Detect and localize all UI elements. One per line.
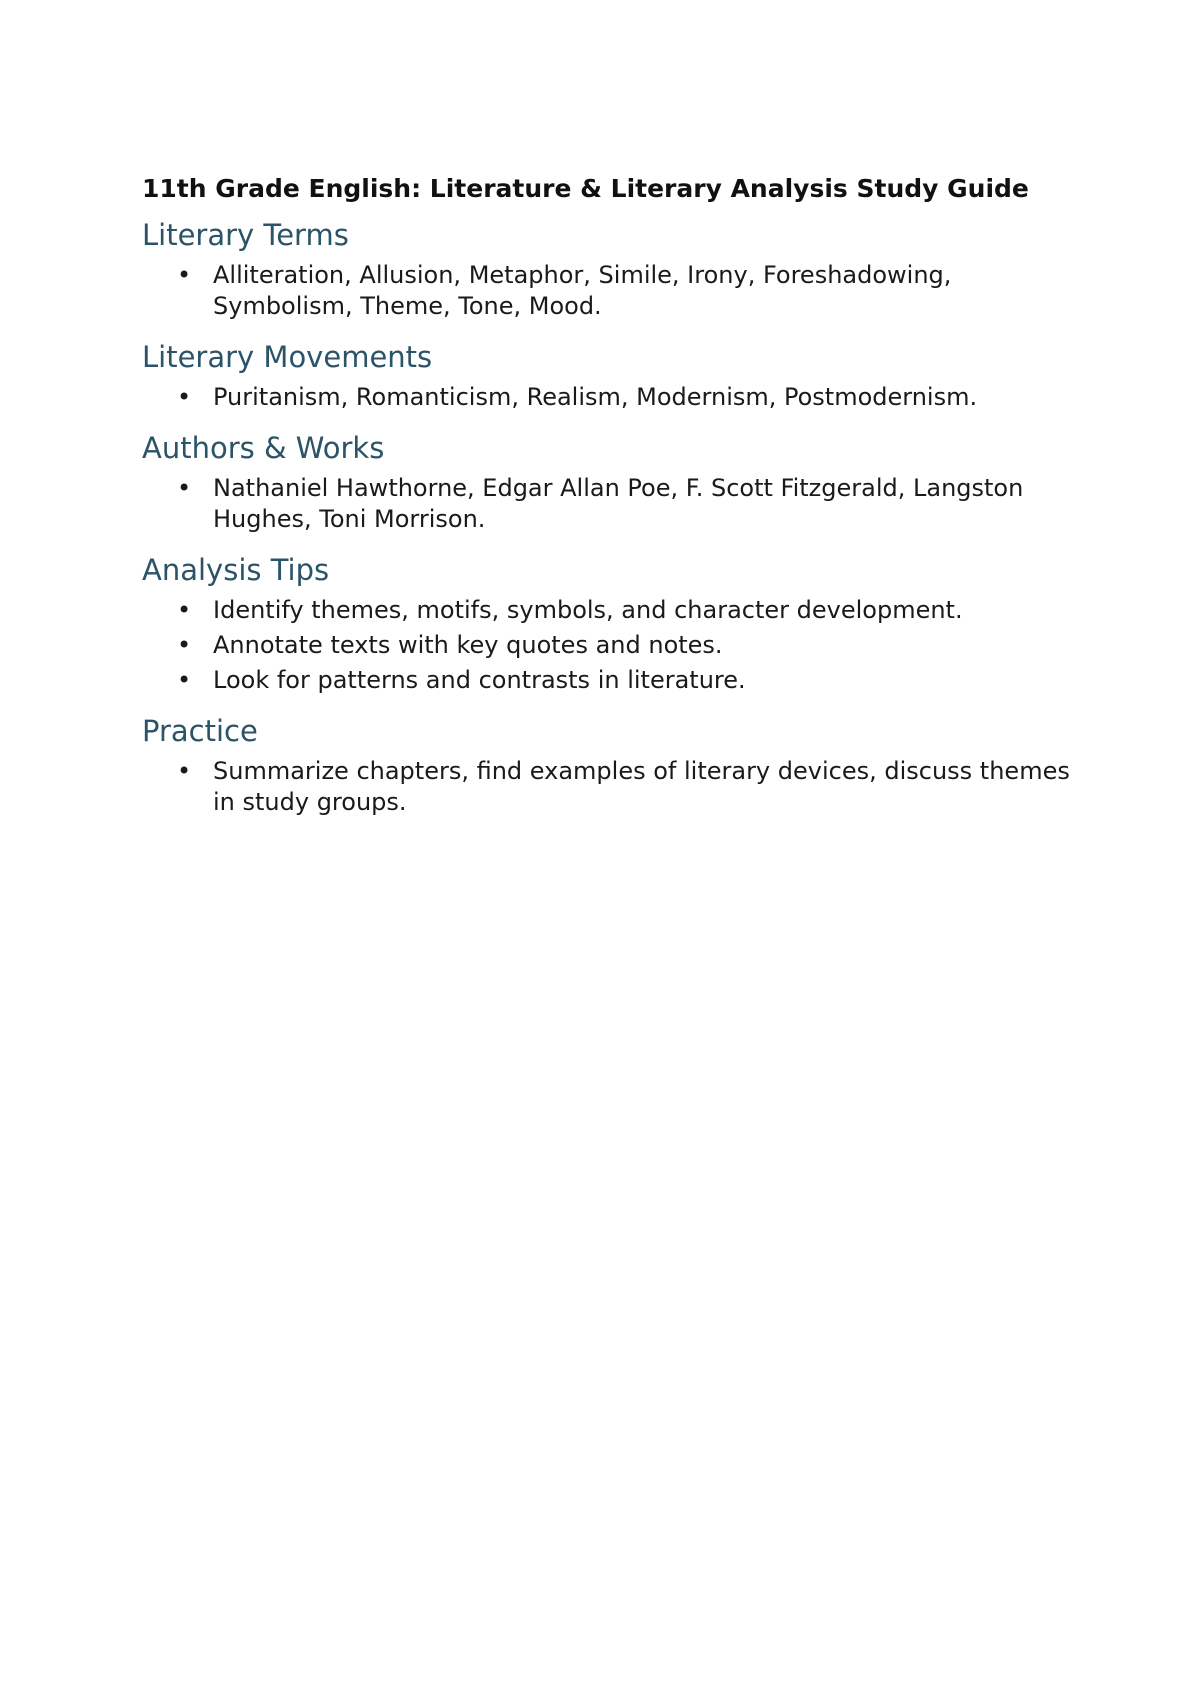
bullet-list [142, 595, 1072, 696]
list-item [142, 665, 1072, 696]
bullet-list [142, 756, 1072, 818]
list-item-text: Identify themes, motifs, symbols, and character development. [213, 596, 963, 624]
bullet-list [142, 473, 1072, 535]
list-item-text: Nathaniel Hawthorne, Edgar Allan Poe, F. Scott Fitzgerald, Langston Hughes, Toni Morrison. [213, 474, 1024, 533]
section-heading: Analysis Tips [142, 553, 330, 587]
bullet-icon: • [177, 596, 192, 624]
bullet-icon: • [177, 666, 192, 694]
list-item-text: Look for patterns and contrasts in literature. [213, 666, 746, 694]
list-item [142, 382, 1072, 413]
list-item-text: Summarize chapters, find examples of literary devices, discuss themes in study groups. [213, 757, 1070, 816]
list-item [142, 630, 1072, 661]
bullet-icon: • [177, 631, 192, 659]
section-heading: Literary Movements [142, 340, 433, 374]
bullet-icon: • [177, 757, 192, 785]
section-analysis-tips [142, 551, 1072, 696]
document-page [142, 172, 1072, 834]
list-item-text: Puritanism, Romanticism, Realism, Modernism, Postmodernism. [213, 383, 978, 411]
list-item [142, 756, 1072, 818]
list-item [142, 473, 1072, 535]
list-item-text: Alliteration, Allusion, Metaphor, Simile, Irony, Foreshadowing, Symbolism, Theme, Tone, Mood. [213, 261, 952, 320]
bullet-icon: • [177, 474, 192, 502]
section-authors-works [142, 429, 1072, 535]
list-item-text: Annotate texts with key quotes and notes. [213, 631, 723, 659]
section-heading: Practice [142, 714, 258, 748]
list-item [142, 260, 1072, 322]
bullet-icon: • [177, 261, 192, 289]
list-item [142, 595, 1072, 626]
section-heading: Authors & Works [142, 431, 385, 465]
document-title: 11th Grade English: Literature & Literary Analysis Study Guide [142, 174, 1029, 203]
section-heading: Literary Terms [142, 218, 349, 252]
bullet-list [142, 260, 1072, 322]
bullet-icon: • [177, 383, 192, 411]
section-practice [142, 712, 1072, 818]
section-literary-movements [142, 338, 1072, 413]
section-literary-terms [142, 216, 1072, 322]
bullet-list [142, 382, 1072, 413]
